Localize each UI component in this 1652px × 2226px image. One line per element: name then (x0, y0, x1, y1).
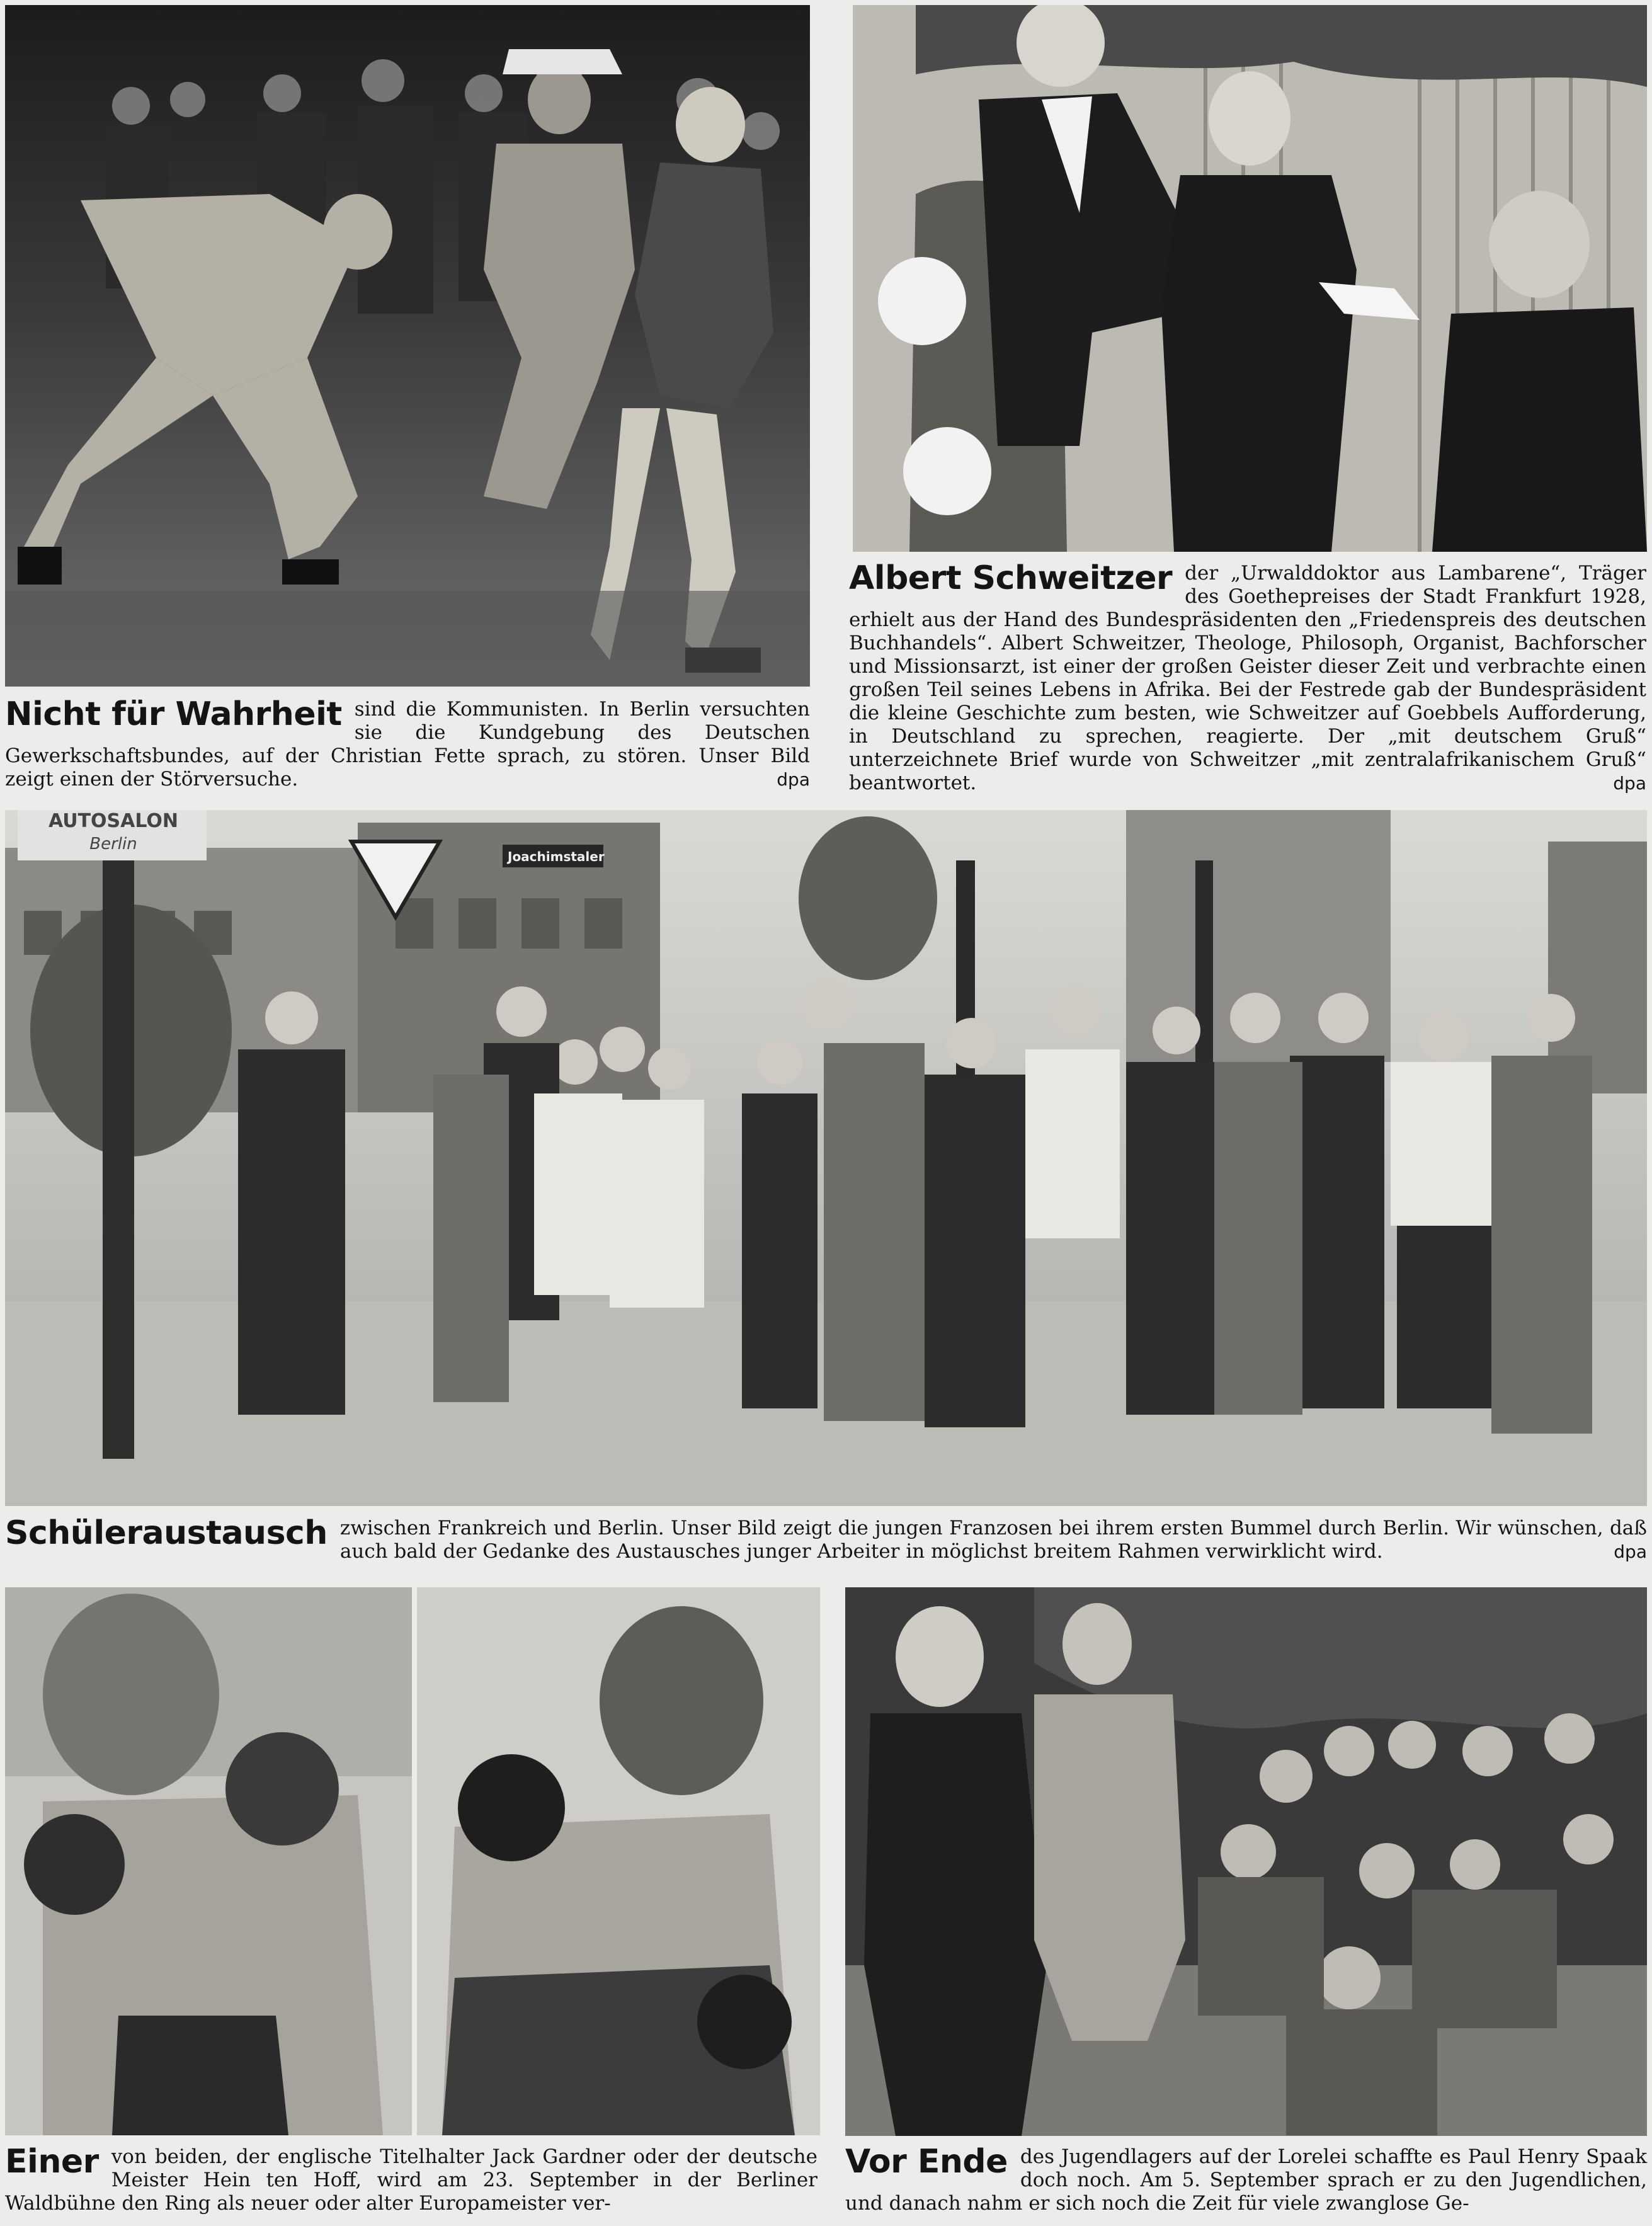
photo-spaak-youth-camp (845, 1587, 1647, 2136)
body-kommunisten: sind die Kommunisten. In Berlin versuchten sie die Kundgebung des Deutschen Gewerkschaftsbundes, auf der Christian Fette sprach, zu stören. Unser Bild zeigt einen der Störversuche. (5, 698, 810, 791)
photo-communist-disruption (5, 5, 810, 687)
sign-autosalon-title: AUTOSALON (48, 810, 179, 832)
headline-vor-ende: Vor Ende (845, 2143, 1008, 2181)
caption-schueleraustausch (5, 1514, 1647, 1563)
body-vor-ende: des Jugendlagers auf der Lorelei schaffte es Paul Henry Spaak doch noch. Am 5. September sprach er zu den Jugendlichen, und danach nahm er sich noch die Zeit für viele zwanglose Ge- (845, 2145, 1647, 2215)
sign-joachimstaler: Joachimstaler (508, 849, 605, 864)
photo-schweitzer-award (853, 5, 1647, 552)
photo-student-exchange (5, 810, 1647, 1506)
credit-schweitzer: dpa (1613, 773, 1646, 794)
headline-schweitzer: Albert Schweitzer (849, 559, 1173, 597)
credit-schueleraustausch: dpa (1614, 1541, 1647, 1562)
sign-autosalon (25, 810, 202, 854)
headline-kommunisten: Nicht für Wahrheit (5, 695, 342, 733)
photo-boxer-hein-ten-hoff (417, 1587, 820, 2135)
body-schweitzer: der „Urwalddoktor aus Lambarene“, Träger des Goethepreises der Stadt Frankfurt 1928, erhielt aus der Hand des Bundespräsidenten den „Friedenspreis des deutschen Buchhandels“. Albert Schweitzer, Theologe, Philosoph, Organist, Bachforscher und Missionsarzt, ist einer der großen Geister dieser Zeit und verbrachte einen großen Teil seines Lebens in Afrika. Bei der Festrede gab der Bundespräsident die kleine Geschichte zum besten, wie Schweitzer auf Goebbels Aufforderung, in Deutschland zu sprechen, reagierte. Der „mit deutschem Gruß“ unterzeichnete Brief wurde von Schweitzer „mit zentralafrikanischem Gruß“ beantwortet. (849, 562, 1646, 794)
caption-kommunisten (5, 695, 810, 791)
photo-boxer-jack-gardner (5, 1587, 412, 2135)
caption-schweitzer (849, 559, 1646, 795)
caption-einer (5, 2145, 817, 2215)
headline-schueleraustausch: Schüleraustausch (5, 1514, 328, 1552)
credit-kommunisten: dpa (777, 769, 810, 790)
sign-autosalon-sub: Berlin (89, 835, 137, 853)
headline-einer: Einer (5, 2143, 99, 2181)
body-einer: von beiden, der englische Titelhalter Jack Gardner oder der deutsche Meister Hein ten Hoff, wird am 23. September in der Berliner Waldbühne den Ring als neuer oder alter Europameister ver- (5, 2145, 817, 2215)
caption-vor-ende (845, 2145, 1647, 2215)
body-schueleraustausch: zwischen Frankreich und Berlin. Unser Bild zeigt die jungen Franzosen bei ihrem ersten Bummel durch Berlin. Wir wünschen, daß auch bald der Gedanke des Austausches junger Arbeiter in möglichst breitem Rahmen verwirklicht wird. (339, 1517, 1647, 1563)
